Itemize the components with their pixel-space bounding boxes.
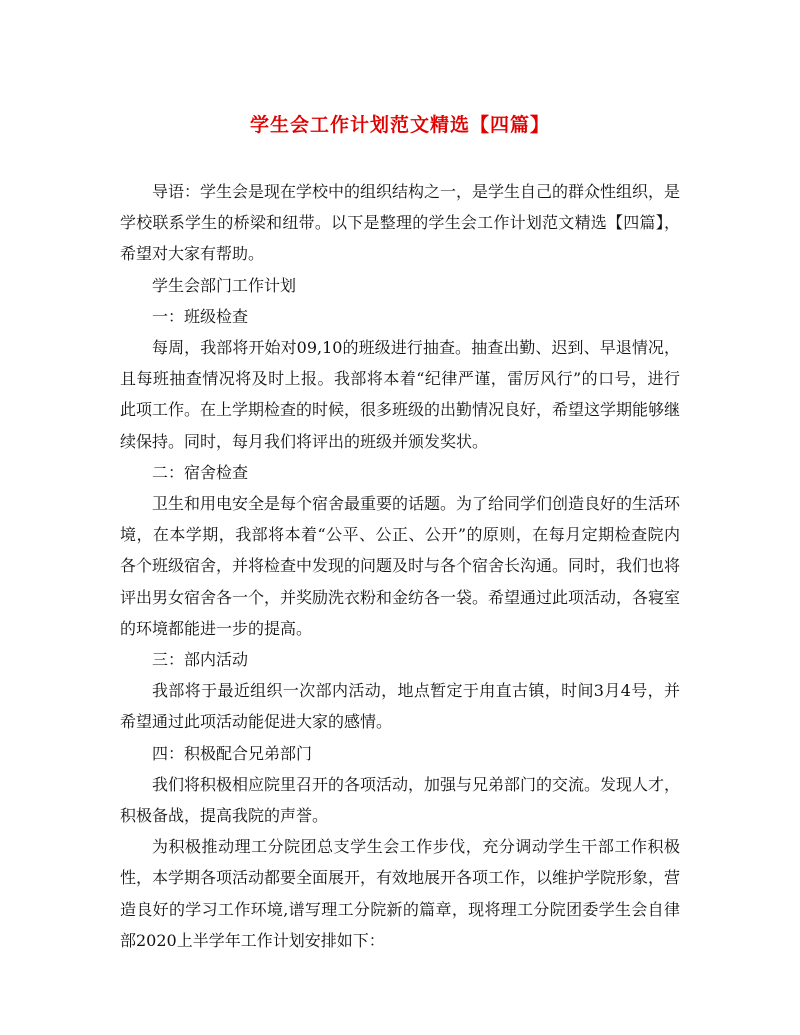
paragraph-plan-intro: 为积极推动理工分院团总支学生会工作步伐，充分调动学生干部工作积极性，本学期各项活动都要全面展开，有效地展开各项工作，以维护学院形象，营造良好的学习工作环境,谱写理工分院新的篇章，现将理工分院团委学生会自律部2020上半学年工作计划安排如下： <box>120 837 681 950</box>
section-heading-3: 三：部内活动 <box>152 650 249 670</box>
paragraph-class-check: 每周，我部将开始对09,10的班级进行抽查。抽查出勤、迟到、早退情况，且每班抽查情况将及时上报。我部将本着“纪律严谨，雷厉风行”的口号，进行此项工作。在上学期检查的时候，很多班级的出勤情况良好，希望这学期能够继续保持。同时，每月我们将评出的班级并颁发奖状。 <box>120 338 681 451</box>
document-title: 学生会工作计划范文精选【四篇】 <box>249 114 550 136</box>
paragraph-cooperation: 我们将积极相应院里召开的各项活动，加强与兄弟部门的交流。发现人才，积极备战，提高我院的声誉。 <box>120 774 681 826</box>
document-body <box>120 176 680 956</box>
section-heading-4: 四：积极配合兄弟部门 <box>152 743 313 763</box>
paragraph-dept-activity: 我部将于最近组织一次部内活动，地点暂定于甪直古镇，时间3月4号，并希望通过此项活动能促进大家的感情。 <box>120 681 680 732</box>
paragraph-dorm-check: 卫生和用电安全是每个宿舍最重要的话题。为了给同学们创造良好的生活环境，在本学期，我部将本着“公平、公正、公开”的原则，在每月定期检查院内各个班级宿舍，并将检查中发现的问题及时与各个宿舍长沟通。同时，我们也将评出男女宿舍各一个，并奖励洗衣粉和金纺各一袋。希望通过此项活动，各寝室的环境都能进一步的提高。 <box>120 494 681 638</box>
section-heading-2: 二：宿舍检查 <box>152 462 249 482</box>
section-heading-main: 学生会部门工作计划 <box>152 275 297 295</box>
paragraph-intro: 导语：学生会是现在学校中的组织结构之一，是学生自己的群众性组织，是学校联系学生的桥梁和纽带。以下是整理的学生会工作计划范文精选【四篇】，希望对大家有帮助。 <box>120 182 681 264</box>
section-heading-1: 一：班级检查 <box>152 306 249 326</box>
